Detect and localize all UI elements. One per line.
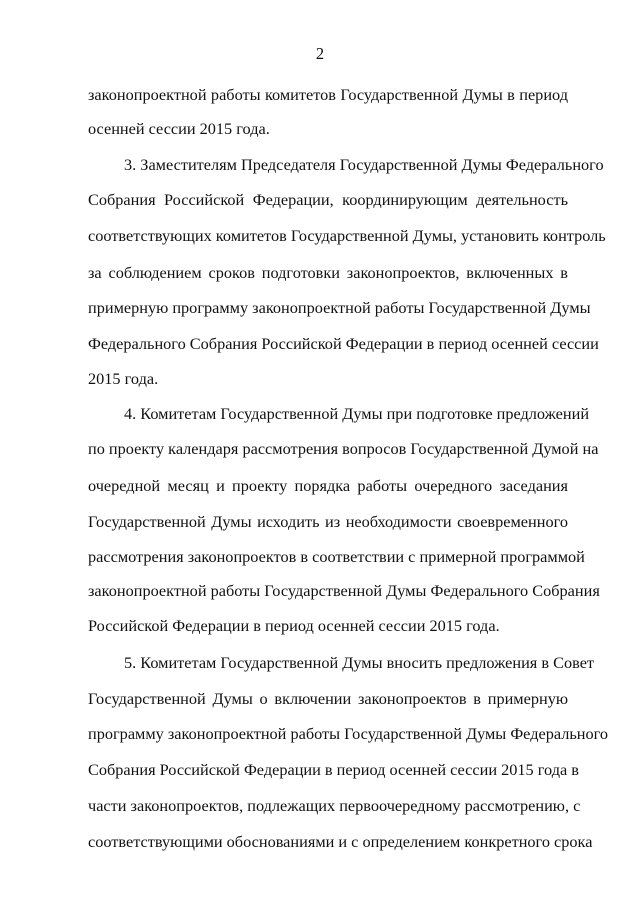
- body-line: Государственной Думы исходить из необходимости своевременного: [88, 512, 568, 531]
- body-line: законопроектной работы Государственной Думы Федерального Собрания: [88, 581, 600, 600]
- body-line: части законопроектов, подлежащих первоочередному рассмотрению, с: [88, 796, 581, 815]
- paragraph-first-line: 3. Заместителям Председателя Государственной Думы Федерального: [124, 155, 604, 174]
- paragraph-first-line: 4. Комитетам Государственной Думы при подготовке предложений: [124, 404, 590, 423]
- body-line: законопроектной работы комитетов Государственной Думы в период: [88, 85, 568, 104]
- body-line: осенней сессии 2015 года.: [88, 119, 270, 138]
- body-line: очередной месяц и проекту порядка работы очередного заседания: [88, 476, 568, 495]
- body-line: рассмотрения законопроектов в соответствии с примерной программой: [88, 547, 585, 566]
- page-number: 2: [315, 44, 325, 63]
- body-line: Собрания Российской Федерации, координирующим деятельность: [88, 190, 568, 209]
- body-line: примерную программу законопроектной работы Государственной Думы: [88, 298, 591, 317]
- body-line: соответствующих комитетов Государственной Думы, установить контроль: [88, 226, 606, 245]
- body-line: Российской Федерации в период осенней сессии 2015 года.: [88, 616, 500, 635]
- body-line: программу законопроектной работы Государственной Думы Федерального: [88, 724, 609, 743]
- body-line: по проекту календаря рассмотрения вопросов Государственной Думой на: [88, 439, 599, 458]
- body-line: за соблюдением сроков подготовки законопроектов, включенных в: [88, 263, 568, 282]
- body-line: Федерального Собрания Российской Федерации в период осенней сессии: [88, 334, 599, 353]
- paragraph-first-line: 5. Комитетам Государственной Думы вносить предложения в Совет: [124, 653, 595, 672]
- body-line: 2015 года.: [88, 369, 159, 388]
- body-line: Государственной Думы о включении законопроектов в примерную: [88, 689, 568, 708]
- body-line: Собрания Российской Федерации в период осенней сессии 2015 года в: [88, 760, 579, 779]
- body-line: соответствующими обоснованиями и с определением конкретного срока: [88, 832, 593, 851]
